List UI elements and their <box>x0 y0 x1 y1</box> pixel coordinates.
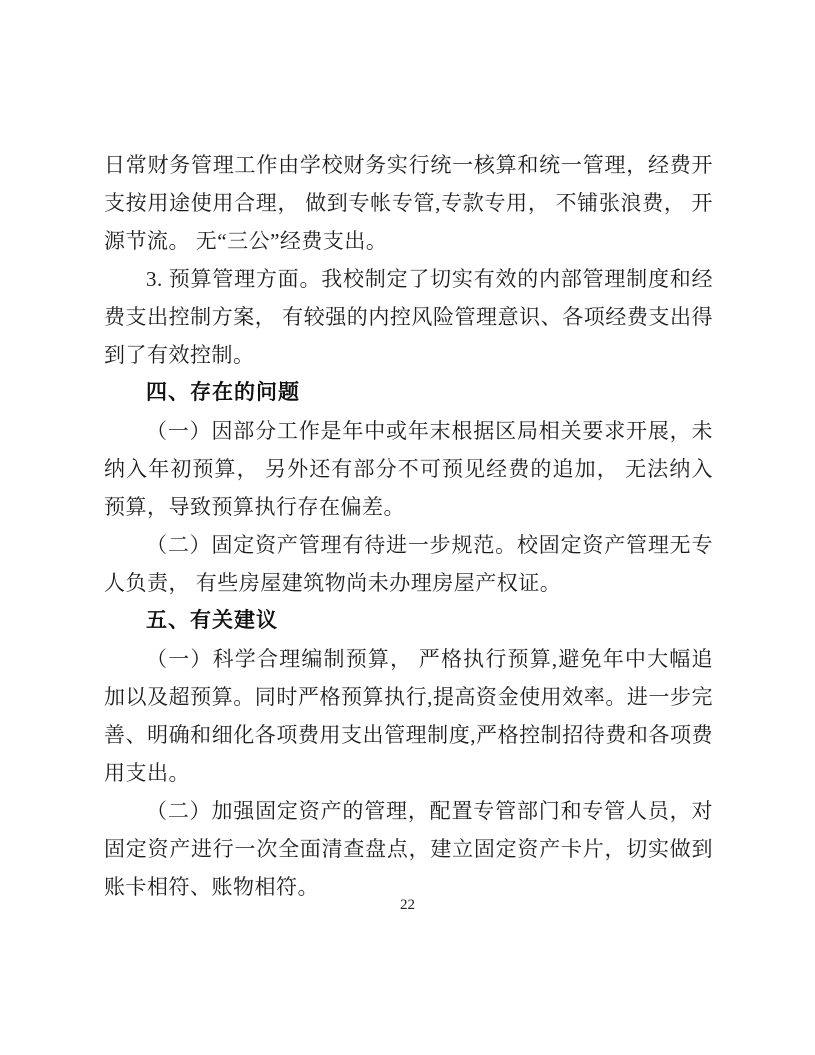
section-heading: 五、有关建议 <box>146 609 278 632</box>
paragraph: （一）科学合理编制预算， 严格执行预算,避免年中大幅追加以及超预算。同时严格预算执行,提高资金使用效率。进一步完善、明确和细化各项费用支出管理制度,严格控制招待费和各项费用支出。 <box>104 647 713 785</box>
document-body <box>104 146 713 906</box>
paragraph: （二）固定资产管理有待进一步规范。校固定资产管理无专人负责， 有些房屋建筑物尚未办理房屋产权证。 <box>104 533 713 595</box>
section-heading: 四、存在的问题 <box>146 381 300 404</box>
page-number: 22 <box>400 897 415 913</box>
paragraph: 3. 预算管理方面。我校制定了切实有效的内部管理制度和经费支出控制方案， 有较强的内控风险管理意识、各项经费支出得到了有效控制。 <box>104 267 713 367</box>
paragraph: 日常财务管理工作由学校财务实行统一核算和统一管理，经费开支按用途使用合理， 做到专帐专管,专款专用， 不铺张浪费， 开源节流。 无“三公”经费支出。 <box>104 153 713 253</box>
paragraph: （一）因部分工作是年中或年末根据区局相关要求开展，未纳入年初预算， 另外还有部分不可预见经费的追加， 无法纳入预算，导致预算执行存在偏差。 <box>104 419 713 519</box>
paragraph: （二）加强固定资产的管理，配置专管部门和专管人员，对固定资产进行一次全面清查盘点，建立固定资产卡片，切实做到账卡相符、账物相符。 <box>104 799 713 899</box>
